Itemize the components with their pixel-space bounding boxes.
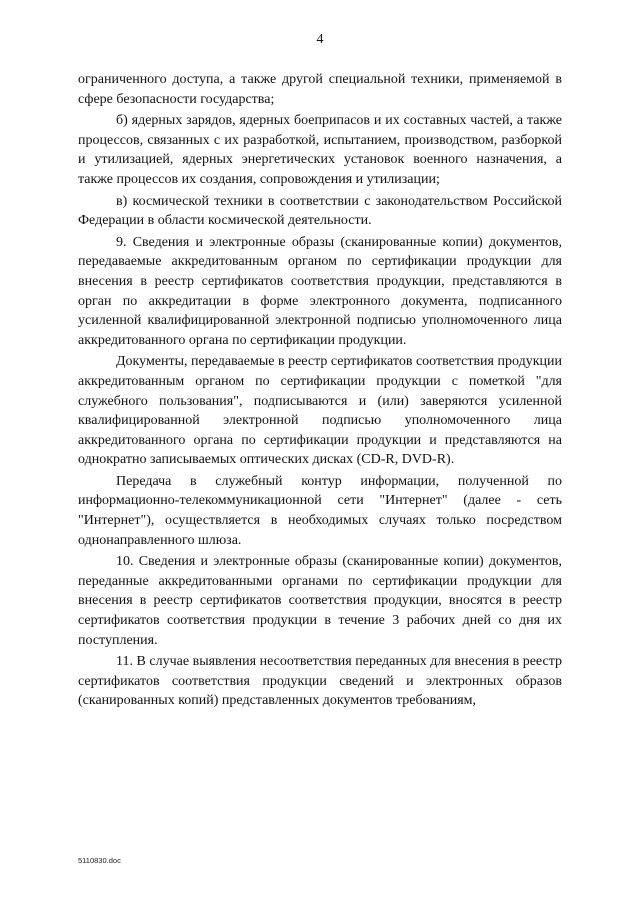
document-body (78, 70, 562, 713)
paragraph-transfer: Передача в служебный контур информации, полученной по информационно-телекоммуникационной сети "Интернет" (далее - сеть "Интернет"), осуществляется в необходимых случаях только посредством однонаправленного шлюза. (78, 473, 562, 548)
paragraph-clause-10: 10. Сведения и электронные образы (сканированные копии) документов, переданные аккредитованными органами по сертификации продукции для внесения в реестр сертификатов соответствия продукции, вносятся в реестр сертификатов соответствия продукции в течение 3 рабочих дней со дня их поступления. (78, 554, 562, 648)
paragraph-item-b: б) ядерных зарядов, ядерных боеприпасов и их составных частей, а также процессов, связанных с их разработкой, испытанием, производством, разборкой и утилизацией, ядерных энергетических установок военного назначения, а также процессов их создания, сопровождения и утилизации; (78, 113, 562, 187)
paragraph-continuation: ограниченного доступа, а также другой специальной техники, применяемой в сфере безопасности государства; (78, 72, 562, 107)
paragraph-clause-11: 11. В случае выявления несоответствия переданных для внесения в реестр сертификатов соответствия продукции сведений и электронных образов (сканированных копий) представленных документов требованиям, (78, 654, 562, 709)
paragraph-clause-9: 9. Сведения и электронные образы (сканированные копии) документов, передаваемые аккредитованным органом по сертификации продукции для внесения в реестр сертификатов соответствия продукции, представляются в орган по аккредитации в форме электронного документа, подписанного усиленной квалифицированной электронной подписью уполномоченного лица аккредитованного органа по сертификации продукции. (78, 234, 562, 348)
page-number: 4 (316, 32, 324, 47)
footer-filename: 5110830.doc (78, 856, 121, 865)
paragraph-item-v: в) космической техники в соответствии с законодательством Российской Федерации в области космической деятельности. (78, 193, 562, 229)
paragraph-documents-dsp: Документы, передаваемые в реестр сертификатов соответствия продукции аккредитованным органом по сертификации продукции с пометкой "для служебного пользования", подписываются и (или) заверяются усиленной квалифицированной электронной подписью уполномоченного лица аккредитованного органа по сертификации продукции и представляются на однократно записываемых оптических дисках (CD-R, DVD-R). (78, 354, 562, 468)
